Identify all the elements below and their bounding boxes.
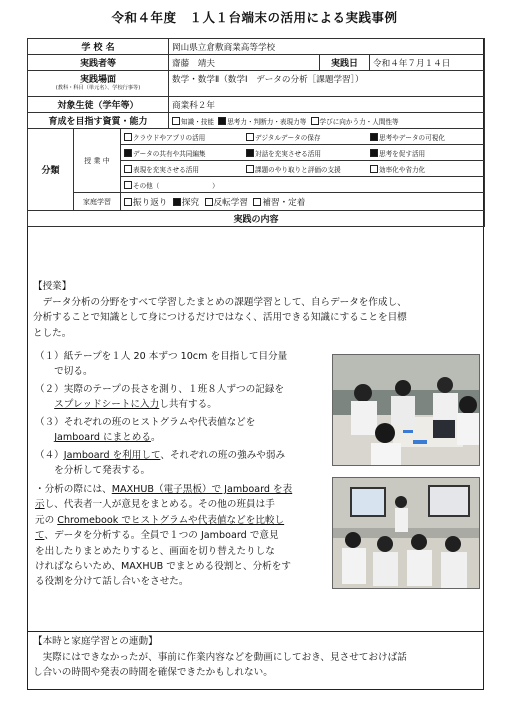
page-title: 令和４年度 １人１台端末の活用による実践事例	[111, 10, 398, 25]
scene-label-cell	[28, 71, 169, 97]
ability-option[interactable]: 知識・技能	[172, 118, 214, 126]
step-1: （１）紙テープを１人 20 本ずつ 10cm を目指して目分量 で切る。	[35, 351, 288, 378]
ability-options	[169, 113, 485, 129]
home-option[interactable]: 探究	[173, 198, 199, 208]
checkbox-checked-icon	[246, 149, 254, 157]
content-heading: 実践の内容	[28, 211, 485, 227]
checkbox-icon	[124, 181, 132, 189]
checkbox-icon	[246, 165, 254, 173]
school-value: 岡山県立倉敷商業高等学校	[169, 39, 485, 55]
checkbox-icon	[124, 165, 132, 173]
home-heading: 【本時と家庭学習との連動】	[33, 636, 158, 647]
inclass-option[interactable]: 表現を充実させる活用	[124, 164, 246, 174]
checkbox-icon	[311, 117, 319, 125]
inclass-row-2	[121, 145, 485, 161]
checkbox-checked-icon	[370, 133, 378, 141]
inclass-option[interactable]: デジタルデータの保存	[246, 132, 370, 142]
checkbox-checked-icon	[218, 117, 226, 125]
inclass-option[interactable]: データの共有や共同編集	[124, 148, 246, 158]
intro-line: データ分析の分野をすべて学習したまとめの課題学習として、自らデータを作成し、	[33, 297, 407, 308]
home-option[interactable]: 補習・定着	[253, 198, 305, 208]
inclass-row-3	[121, 161, 485, 177]
photo-students-cutting-tape	[333, 355, 479, 465]
date-label: 実践日	[320, 55, 370, 71]
scene-sublabel: (教科・科目（単元名）、学校行事等)	[55, 85, 141, 91]
ability-option[interactable]: 学びに向かう力・人間性等	[311, 118, 399, 126]
ability-label: 育成を目指す資質・能力	[28, 113, 169, 129]
date-value: 令和４年７月１４日	[370, 55, 485, 71]
teacher-label: 実践者等	[28, 55, 169, 71]
lesson-heading: 【授業】	[33, 281, 72, 292]
checkbox-icon	[205, 198, 213, 206]
home-option[interactable]: 振り返り	[124, 198, 167, 208]
teacher-value: 齋藤 靖夫	[169, 55, 320, 71]
checkbox-checked-icon	[370, 149, 378, 157]
home-option[interactable]: 反転学習	[205, 198, 248, 208]
step-4: （４）Jamboard を利用して、それぞれの班の強みや弱み を分析して発表する。	[35, 450, 286, 477]
inclass-option[interactable]: 思考を促す活用	[370, 150, 425, 158]
inclass-row-1	[121, 129, 485, 145]
intro-paragraph	[33, 295, 479, 341]
photo-maxhub-discussion	[333, 478, 479, 588]
checkbox-icon	[246, 133, 254, 141]
scene-value: 数学・数学Ⅱ（数学Ⅰ データの分析［課題学習］）	[169, 71, 485, 97]
checkbox-icon	[124, 198, 132, 206]
checkbox-icon	[253, 198, 261, 206]
classroom-photo-maxhub	[332, 477, 480, 589]
category-label: 分類	[28, 129, 74, 211]
checkbox-checked-icon	[173, 198, 181, 206]
checkbox-icon	[172, 117, 180, 125]
home-options	[121, 193, 485, 211]
inclass-row-4	[121, 177, 485, 193]
inclass-option[interactable]: 課題のやり取りと評価の支援	[246, 164, 370, 174]
inclass-option[interactable]: クラウドやアプリの活用	[124, 132, 246, 142]
home-label: 家庭学習	[74, 193, 121, 211]
target-label: 対象生徒（学年等）	[28, 97, 169, 113]
step-2: （２）実際のテープの長さを測り、１班８人ずつの記録を スプレッドシートに入力し共有する。	[35, 384, 284, 411]
classroom-photo-tape	[332, 354, 480, 466]
step-3: （３）それぞれの班のヒストグラムや代表値などを Jamboard にまとめる。	[35, 417, 256, 444]
checkbox-icon	[124, 133, 132, 141]
info-table	[27, 38, 485, 227]
checkbox-checked-icon	[124, 149, 132, 157]
intro-line: とした。	[33, 327, 72, 339]
target-value: 商業科２年	[169, 97, 485, 113]
analysis-paragraph: ・分析の際には、MAXHUB（電子黒板）で Jamboard を表 示し、代表者一人が意見をまとめる。その他の班員は手 元の Chromebook でヒストグラムや代表値などを比較し て、データを分析する。全員で１つの Jamboard で意見 を出したりまとめたりすると、画面を切り替えたりしな ければならいため、MAXHUB でまとめる役割と、分析をす る役割を分けて話し合いをさせた。	[35, 484, 293, 588]
home-paragraph: 実際にはできなかったが、事前に作業内容などを動画にしておき、見させておけば話 し合いの時間や発表の時間を確保できたかもしれない。	[33, 652, 407, 679]
inclass-option[interactable]: 効率化や省力化	[370, 166, 425, 174]
school-label: 学 校 名	[28, 39, 169, 55]
inclass-option[interactable]: 対話を充実させる活用	[246, 148, 370, 158]
ability-option[interactable]: 思考力・判断力・表現力等	[218, 118, 306, 126]
scene-label: 実践場面	[80, 75, 117, 85]
inclass-option[interactable]: その他（ ）	[124, 182, 219, 190]
inclass-label: 授 業 中	[74, 129, 121, 193]
inclass-option[interactable]: 思考やデータの可視化	[370, 134, 445, 142]
section-divider	[27, 631, 484, 632]
intro-line: 分析することで知識として身につけるだけではなく、活用できる知識にすることを目標	[33, 312, 407, 324]
checkbox-icon	[370, 165, 378, 173]
